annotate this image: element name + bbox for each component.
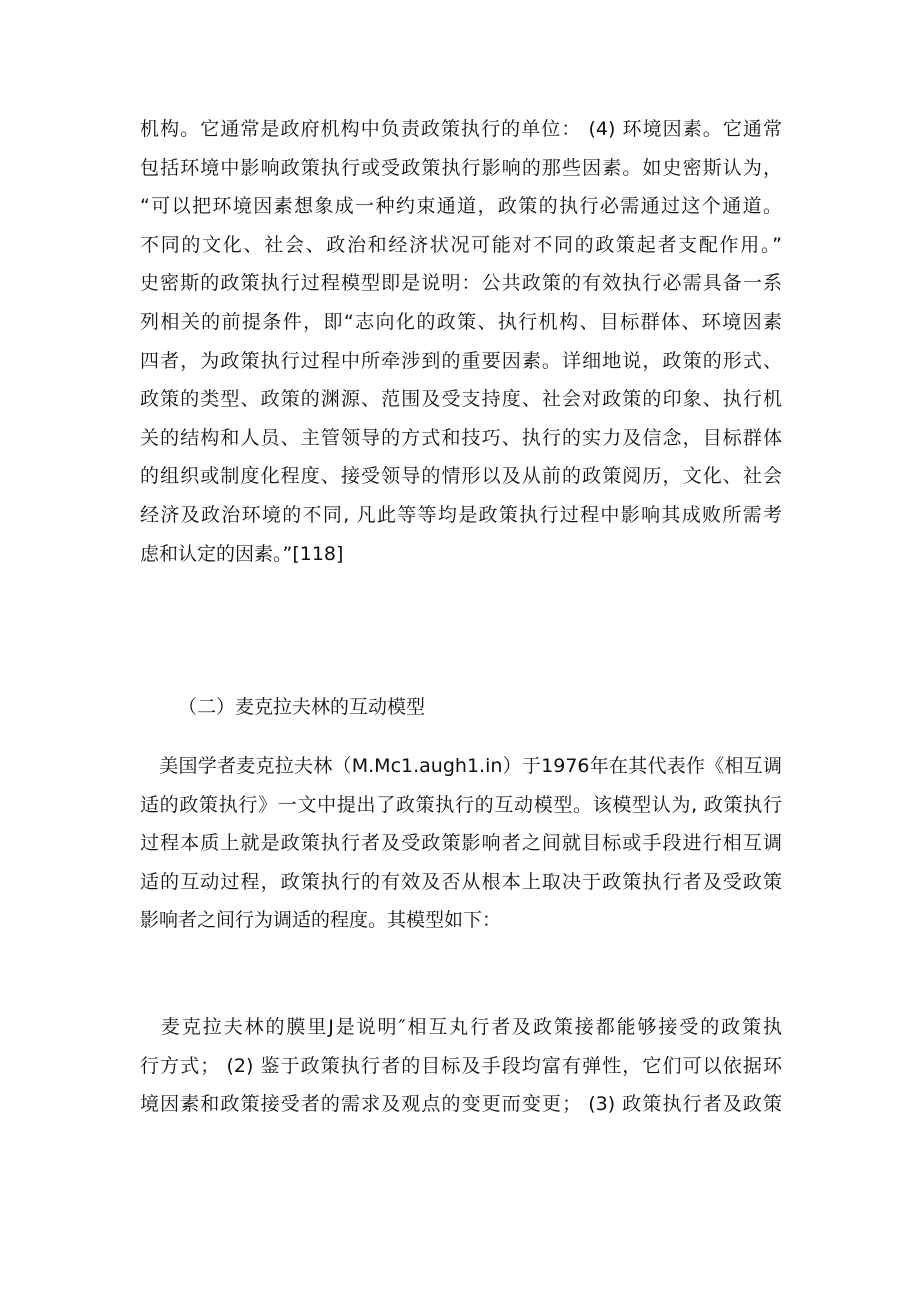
text-line: 机构。它通常是政府机构中负责政策执行的单位： (4) 环境因素。它通常 — [140, 118, 782, 140]
paragraph-mclaughlin-intro — [140, 747, 782, 940]
text-line: 不同的文化、社会、政治和经济状况可能对不同的政策起者支配作用。” — [140, 233, 782, 256]
section-heading: （二）麦克拉夫林的互动模型 — [178, 696, 426, 718]
text-line: 史密斯的政策执行过程模型即是说明：公共政策的有效执行必需具备一系 — [140, 272, 782, 295]
text-line: 四者，为政策执行过程中所牵涉到的重要因素。详细地说，政策的形式、 — [140, 349, 782, 372]
text-line: 包括环境中影响政策执行或受政策执行影响的那些因素。如史密斯认为， — [140, 156, 782, 179]
text-line: 行方式； (2) 鉴于政策执行者的目标及手段均富有弹性，它们可以依据环 — [140, 1054, 782, 1077]
text-line: 境因素和政策接受者的需求及观点的变更而变更； (3) 政策执行者及政策 — [140, 1093, 782, 1116]
text-line: 过程本质上就是政策执行者及受政策影响者之间就目标或手段进行相互调 — [140, 832, 782, 855]
text-line: 美国学者麦克拉夫林（M.Mc1.augh1.in）于1976年在其代表作《相互调 — [140, 755, 782, 777]
text-line: 麦克拉夫林的膜里J是说明″相互丸行者及政策接都能够接受的政策执 — [140, 1016, 782, 1038]
text-line: 适的政策执行》一文中提出了政策执行的互动模型。该模型认为, 政策执行 — [140, 793, 782, 816]
text-line: 适的互动过程，政策执行的有效及否从根本上取决于政策执行者及受政策 — [140, 870, 782, 893]
text-line: “可以把环境因素想象成一种约束通道，政策的执行必需通过这个通道。 — [140, 195, 782, 218]
text-line: 的组织或制度化程度、接受领导的情形以及从前的政策阅历，文化、社会 — [140, 465, 782, 488]
text-line: 经济及政治环境的不同, 凡此等等均是政策执行过程中影响其成败所需考 — [140, 503, 782, 526]
text-line: 虑和认定的因素。”[118] — [140, 542, 344, 565]
text-line: 列相关的前提条件，即“志向化的政策、执行机构、目标群体、环境因素 — [140, 310, 782, 333]
paragraph-smith-model — [140, 110, 782, 573]
text-line: 关的结构和人员、主管领导的方式和技巧、执行的实力及信念，目标群体 — [140, 426, 782, 449]
text-line: 政策的类型、政策的渊源、范围及受支持度、社会对政策的印象、执行机 — [140, 388, 782, 411]
paragraph-mclaughlin-model — [140, 1008, 782, 1124]
text-line: 影响者之间行为调适的程度。其模型如下： — [140, 909, 502, 932]
